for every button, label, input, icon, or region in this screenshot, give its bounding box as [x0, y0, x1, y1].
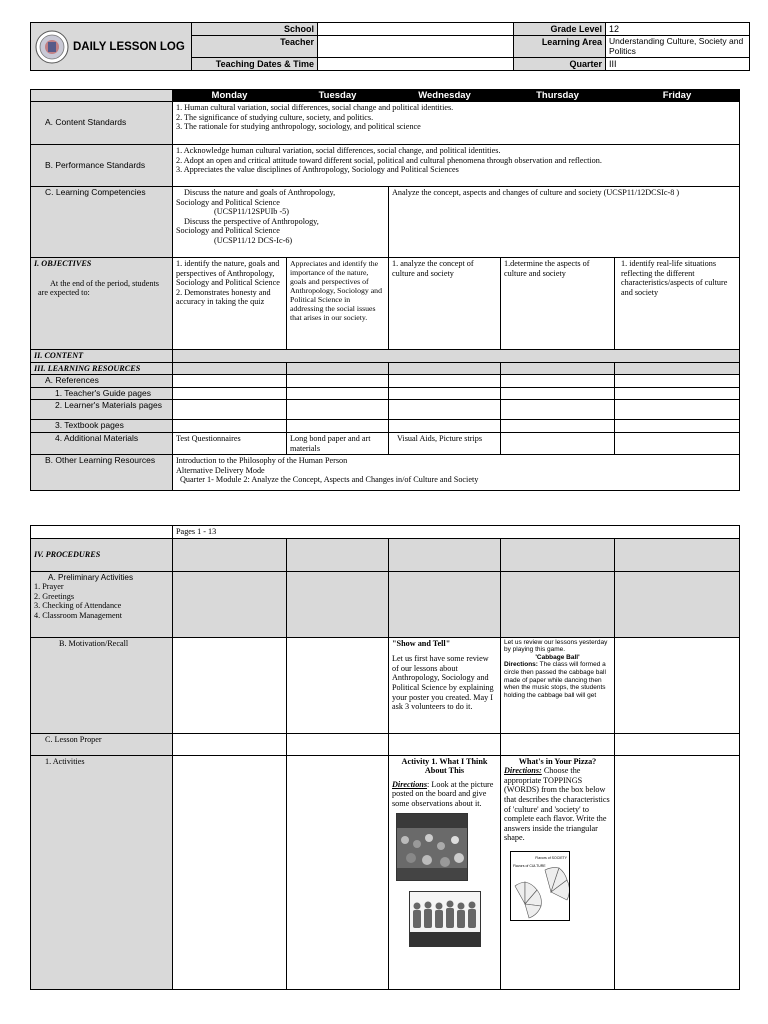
day-header-monday: Monday: [173, 90, 287, 102]
tg-pages-label: 1. Teacher's Guide pages: [31, 387, 173, 400]
activities-thursday: [501, 755, 615, 989]
dates-label: Teaching Dates & Time: [192, 58, 318, 71]
people-photo: [409, 891, 481, 947]
content-standard-line: 3. The rationale for studying anthropology, sociology, and political science: [176, 122, 421, 132]
day-header-friday: Friday: [615, 90, 740, 102]
objectives-label: I. OBJECTIVES: [34, 259, 92, 268]
activities-label: 1. Activities: [31, 755, 173, 989]
teacher-value[interactable]: [318, 36, 514, 58]
day-header-tuesday: Tuesday: [287, 90, 389, 102]
procedures-label: IV. PROCEDURES: [34, 549, 101, 559]
show-and-tell-text: Let us first have some review of our lessons about Anthropology, Sociology and Political Science by explaining your poster you created. May I ask 3 volunteers to do it.: [392, 654, 494, 712]
pizza-activity-directions: [504, 766, 611, 843]
area-label: Learning Area: [514, 36, 606, 58]
day-header-thursday: Thursday: [501, 90, 615, 102]
competency-line: Discuss the perspective of Anthropology,: [184, 216, 319, 226]
grade-value[interactable]: 12: [606, 23, 750, 36]
plan-table-1: [30, 89, 740, 491]
motivation-thursday: [501, 637, 615, 733]
references-label: A. References: [31, 375, 173, 388]
cabbage-ball-directions: [504, 661, 611, 699]
additional-materials-label: 4. Additional Materials: [31, 432, 173, 454]
directions-label: Directions: [392, 779, 428, 789]
cabbage-ball-title: 'Cabbage Ball': [535, 653, 580, 661]
procedures-label-cell: [31, 538, 173, 571]
teacher-label: Teacher: [192, 36, 318, 58]
objectives-tuesday: Appreciates and identify the importance of the nature, goals and perspectives of Anthropology, Sociology and Political Science in addressing the social issues that arises in our society.: [287, 258, 389, 350]
pizza-society-label: Flavors of SOCIETY: [535, 855, 567, 860]
activity-1-directions: [392, 780, 497, 809]
dates-value[interactable]: [318, 58, 514, 71]
lm-pages-label: 2. Learner's Materials pages: [31, 400, 173, 420]
prelim-item: 2. Greetings: [34, 591, 75, 601]
content-standard-line: 1. Human cultural variation, social differences, social change and political identities.: [176, 103, 454, 112]
logo-cell: [31, 23, 192, 71]
pizza-diagram: [510, 851, 570, 921]
grade-label: Grade Level: [514, 23, 606, 36]
additional-materials-tuesday: Long bond paper and art materials: [287, 432, 389, 454]
header-table: [30, 22, 750, 71]
performance-standard-line: 3. Appreciates the value disciplines of Anthropology, Sociology and Political Sciences: [176, 165, 459, 175]
textbook-pages-label: 3. Textbook pages: [31, 420, 173, 433]
crowd-photo-icon: [397, 814, 467, 880]
activity-1-title: Activity 1. What I Think About This: [401, 756, 488, 776]
pizza-activity-title: What's in Your Pizza?: [518, 756, 597, 766]
activities-wednesday: [389, 755, 501, 989]
content-label: II. CONTENT: [31, 350, 173, 363]
performance-standard-line: 2. Adopt an open and critical attitude toward different social, political and cultural phenomena through observation and reflection.: [176, 155, 602, 165]
directions-text: The class will formed a circle then passed the cabbage ball made of paper while dancing then when the music stops, the students holding the cabbage ball will get: [504, 661, 606, 699]
objectives-monday: 1. identify the nature, goals and perspectives of Anthropology, Sociology and Political Science 2. Demonstrates honesty and accuracy in taking the quiz: [173, 258, 287, 350]
objectives-label-cell: [31, 258, 173, 350]
directions-label: Directions:: [504, 766, 542, 776]
school-label: School: [192, 23, 318, 36]
directions-text: Choose the appropriate TOPPINGS (WORDS) from the box below that describes the characteristics of 'culture' and 'society' to complete each flavor. Write the answers inside the triangular shape.: [504, 766, 610, 843]
content-standards-label: A. Content Standards: [31, 102, 173, 145]
people-figures-icon: [410, 892, 480, 946]
additional-materials-wednesday: Visual Aids, Picture strips: [389, 432, 501, 454]
competency-line: Sociology and Political Science: [176, 197, 280, 207]
other-resources-text: [173, 455, 740, 491]
content-standards-text: [173, 102, 740, 145]
content-standard-line: 2. The significance of studying culture, society, and politics.: [176, 112, 374, 122]
objectives-wednesday: 1. analyze the concept of culture and society: [389, 258, 501, 350]
pizza-culture-label: Flavors of CULTURE: [513, 863, 546, 868]
objectives-thursday: 1.determine the aspects of culture and society: [501, 258, 615, 350]
performance-standards-label: B. Performance Standards: [31, 145, 173, 187]
prelim-title: A. Preliminary Activities: [48, 572, 134, 582]
additional-materials-monday: Test Questionnaires: [173, 432, 287, 454]
competency-line: Discuss the nature and goals of Anthropology,: [184, 188, 336, 197]
competencies-label: C. Learning Competencies: [31, 187, 173, 258]
deped-seal-icon: [35, 30, 69, 64]
performance-standard-line: 1. Acknowledge human cultural variation, social differences, social change, and political identities.: [176, 146, 501, 155]
cabbage-ball-intro: Let us review our lessons yesterday by playing this game.: [504, 638, 608, 654]
other-resource-line: Quarter 1- Module 2: Analyze the Concept, Aspects and Changes in/of Culture and Society: [180, 475, 479, 485]
pages-text: Pages 1 - 13: [173, 526, 740, 539]
motivation-wednesday: [389, 637, 501, 733]
pizza-slices-icon: [511, 852, 569, 920]
show-and-tell-title: "Show and Tell": [392, 638, 451, 648]
day-header-wednesday: Wednesday: [389, 90, 501, 102]
performance-standards-text: [173, 145, 740, 187]
competency-code: (UCSP11/12SPUIb -5): [214, 207, 289, 217]
competencies-right: Analyze the concept, aspects and changes of culture and society (UCSP11/12DCSIc-8 ): [389, 187, 740, 258]
school-value[interactable]: [318, 23, 514, 36]
objectives-friday: 1. identify real-life situations reflecting the different characteristics/aspects of culture and society: [615, 258, 740, 350]
lesson-proper-label: C. Lesson Proper: [31, 733, 173, 755]
prelim-item: 3. Checking of Attendance: [34, 601, 122, 611]
prelim-item: 4. Classroom Management: [34, 610, 122, 620]
prelim-item: 1. Prayer: [34, 582, 64, 592]
directions-label: Directions:: [504, 661, 538, 669]
competency-code: (UCSP11/12 DCS-Ic-6): [214, 235, 293, 245]
other-resources-label: B. Other Learning Resources: [31, 455, 173, 491]
directions-text: : Look at the picture posted on the board and give some observations about it.: [392, 779, 494, 808]
logo-title: DAILY LESSON LOG: [73, 40, 185, 53]
competencies-left: [173, 187, 389, 258]
prelim-label-cell: [31, 571, 173, 637]
other-resource-line: Alternative Delivery Mode: [176, 465, 265, 475]
quarter-value[interactable]: III: [606, 58, 750, 71]
plan-table-2: [30, 525, 740, 990]
competency-line: Sociology and Political Science: [176, 226, 280, 236]
resources-label: III. LEARNING RESOURCES: [31, 362, 173, 375]
area-value[interactable]: Understanding Culture, Society and Politics: [606, 36, 750, 58]
motivation-label: B. Motivation/Recall: [31, 637, 173, 733]
objectives-sublabel: At the end of the period, students are expected to:: [38, 278, 159, 298]
other-resource-line: Introduction to the Philosophy of the Human Person: [176, 456, 348, 466]
crowd-photo: [396, 813, 468, 881]
quarter-label: Quarter: [514, 58, 606, 71]
